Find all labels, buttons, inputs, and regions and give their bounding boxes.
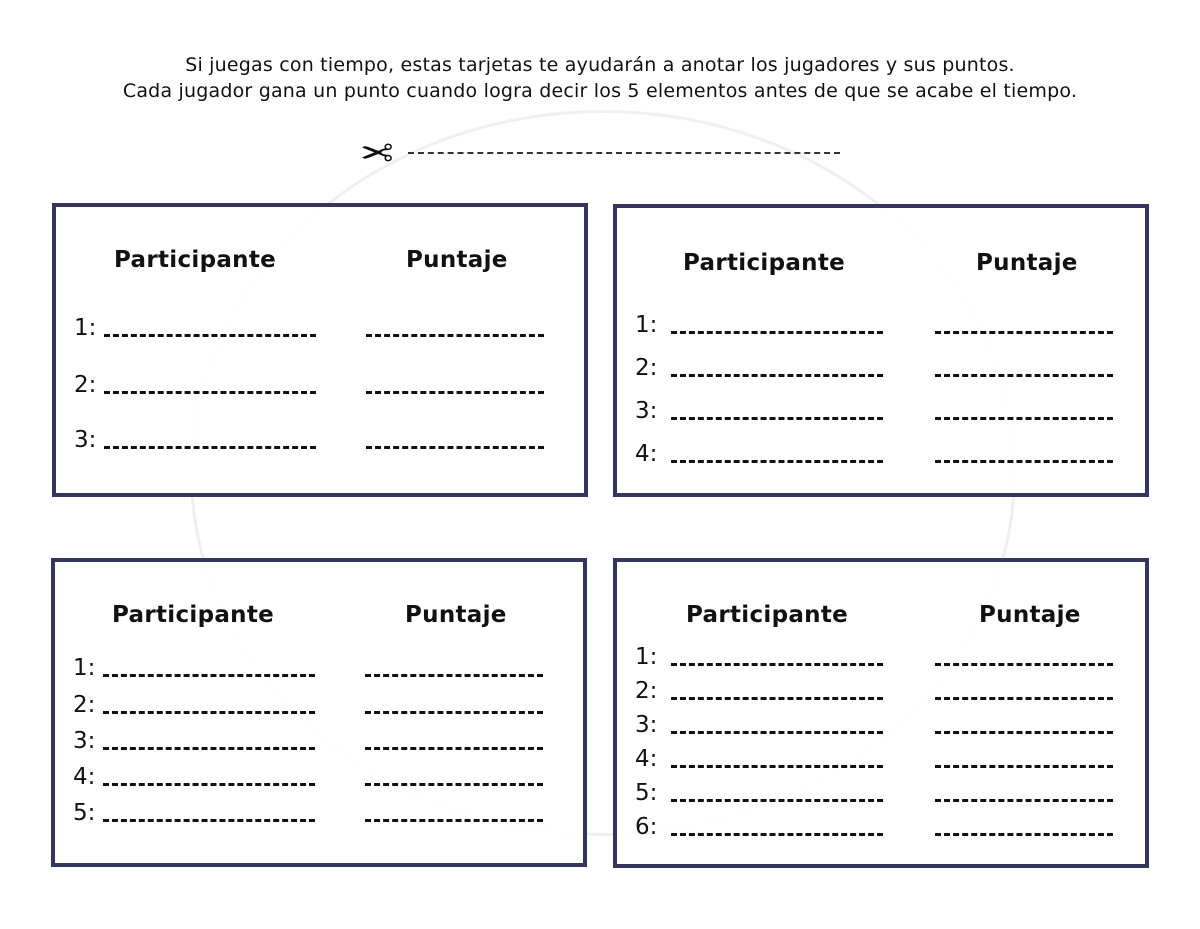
row-number: 4:	[635, 441, 658, 467]
name-blank	[104, 334, 316, 337]
score-blank	[365, 819, 543, 822]
row-number: 4:	[73, 764, 96, 790]
name-blank	[103, 674, 315, 677]
score-header: Puntaje	[405, 602, 507, 628]
participant-header: Participante	[686, 602, 849, 628]
name-blank	[671, 833, 883, 836]
instructions-line-1: Si juegas con tiempo, estas tarjetas te ayudarán a anotar los jugadores y sus puntos.	[185, 54, 1015, 76]
score-row	[73, 720, 583, 756]
score-card-5	[51, 558, 587, 867]
score-blank	[366, 446, 544, 449]
score-blank	[935, 833, 1113, 836]
score-row	[635, 636, 1145, 672]
participant-header: Participante	[112, 602, 275, 628]
row-number: 2:	[74, 372, 97, 398]
score-row	[73, 792, 583, 828]
row-number: 2:	[635, 355, 658, 381]
scissors-icon: ✂	[360, 131, 394, 177]
participant-header: Participante	[683, 250, 846, 276]
score-header: Puntaje	[406, 247, 508, 273]
name-blank	[671, 731, 883, 734]
score-blank	[366, 391, 544, 394]
score-row	[73, 684, 583, 720]
name-blank	[671, 697, 883, 700]
name-blank	[671, 765, 883, 768]
row-number: 2:	[73, 692, 96, 718]
score-row	[635, 806, 1145, 842]
row-number: 1:	[635, 312, 658, 338]
score-blank	[935, 697, 1113, 700]
row-number: 6:	[635, 814, 658, 840]
score-row	[635, 670, 1145, 706]
score-header: Puntaje	[979, 602, 1081, 628]
name-blank	[103, 783, 315, 786]
instructions-line-2: Cada jugador gana un punto cuando logra decir los 5 elementos antes de que se acabe el tiempo.	[122, 80, 1078, 102]
score-blank	[935, 417, 1113, 420]
score-blank	[365, 747, 543, 750]
score-row	[635, 704, 1145, 740]
cut-dashes	[408, 152, 840, 154]
row-number: 3:	[74, 427, 97, 453]
row-number: 1:	[635, 644, 658, 670]
score-row	[635, 304, 1145, 340]
score-row	[635, 390, 1145, 426]
row-number: 3:	[635, 712, 658, 738]
row-number: 1:	[73, 655, 96, 681]
score-blank	[366, 334, 544, 337]
row-number: 2:	[635, 678, 658, 704]
name-blank	[671, 799, 883, 802]
score-row	[74, 307, 584, 343]
score-row	[635, 433, 1145, 469]
name-blank	[104, 391, 316, 394]
score-blank	[365, 711, 543, 714]
score-row	[73, 647, 583, 683]
score-card-4	[613, 204, 1149, 497]
score-blank	[365, 783, 543, 786]
score-blank	[935, 663, 1113, 666]
score-blank	[935, 799, 1113, 802]
cut-line	[360, 131, 840, 177]
score-header: Puntaje	[976, 250, 1078, 276]
score-row	[635, 738, 1145, 774]
score-row	[74, 419, 584, 455]
participant-header: Participante	[114, 247, 277, 273]
score-card-6	[613, 558, 1149, 868]
name-blank	[671, 417, 883, 420]
score-row	[74, 364, 584, 400]
row-number: 5:	[635, 780, 658, 806]
row-number: 4:	[635, 746, 658, 772]
score-blank	[935, 731, 1113, 734]
score-row	[73, 756, 583, 792]
score-blank	[935, 460, 1113, 463]
score-blank	[935, 374, 1113, 377]
name-blank	[103, 819, 315, 822]
name-blank	[103, 747, 315, 750]
instructions	[0, 52, 1200, 104]
name-blank	[671, 374, 883, 377]
score-blank	[365, 674, 543, 677]
score-blank	[935, 765, 1113, 768]
row-number: 3:	[73, 728, 96, 754]
row-number: 1:	[74, 315, 97, 341]
score-row	[635, 772, 1145, 808]
row-number: 5:	[73, 800, 96, 826]
score-blank	[935, 331, 1113, 334]
name-blank	[671, 663, 883, 666]
score-card-3	[52, 203, 588, 497]
name-blank	[671, 460, 883, 463]
row-number: 3:	[635, 398, 658, 424]
name-blank	[103, 711, 315, 714]
name-blank	[104, 446, 316, 449]
name-blank	[671, 331, 883, 334]
score-row	[635, 347, 1145, 383]
